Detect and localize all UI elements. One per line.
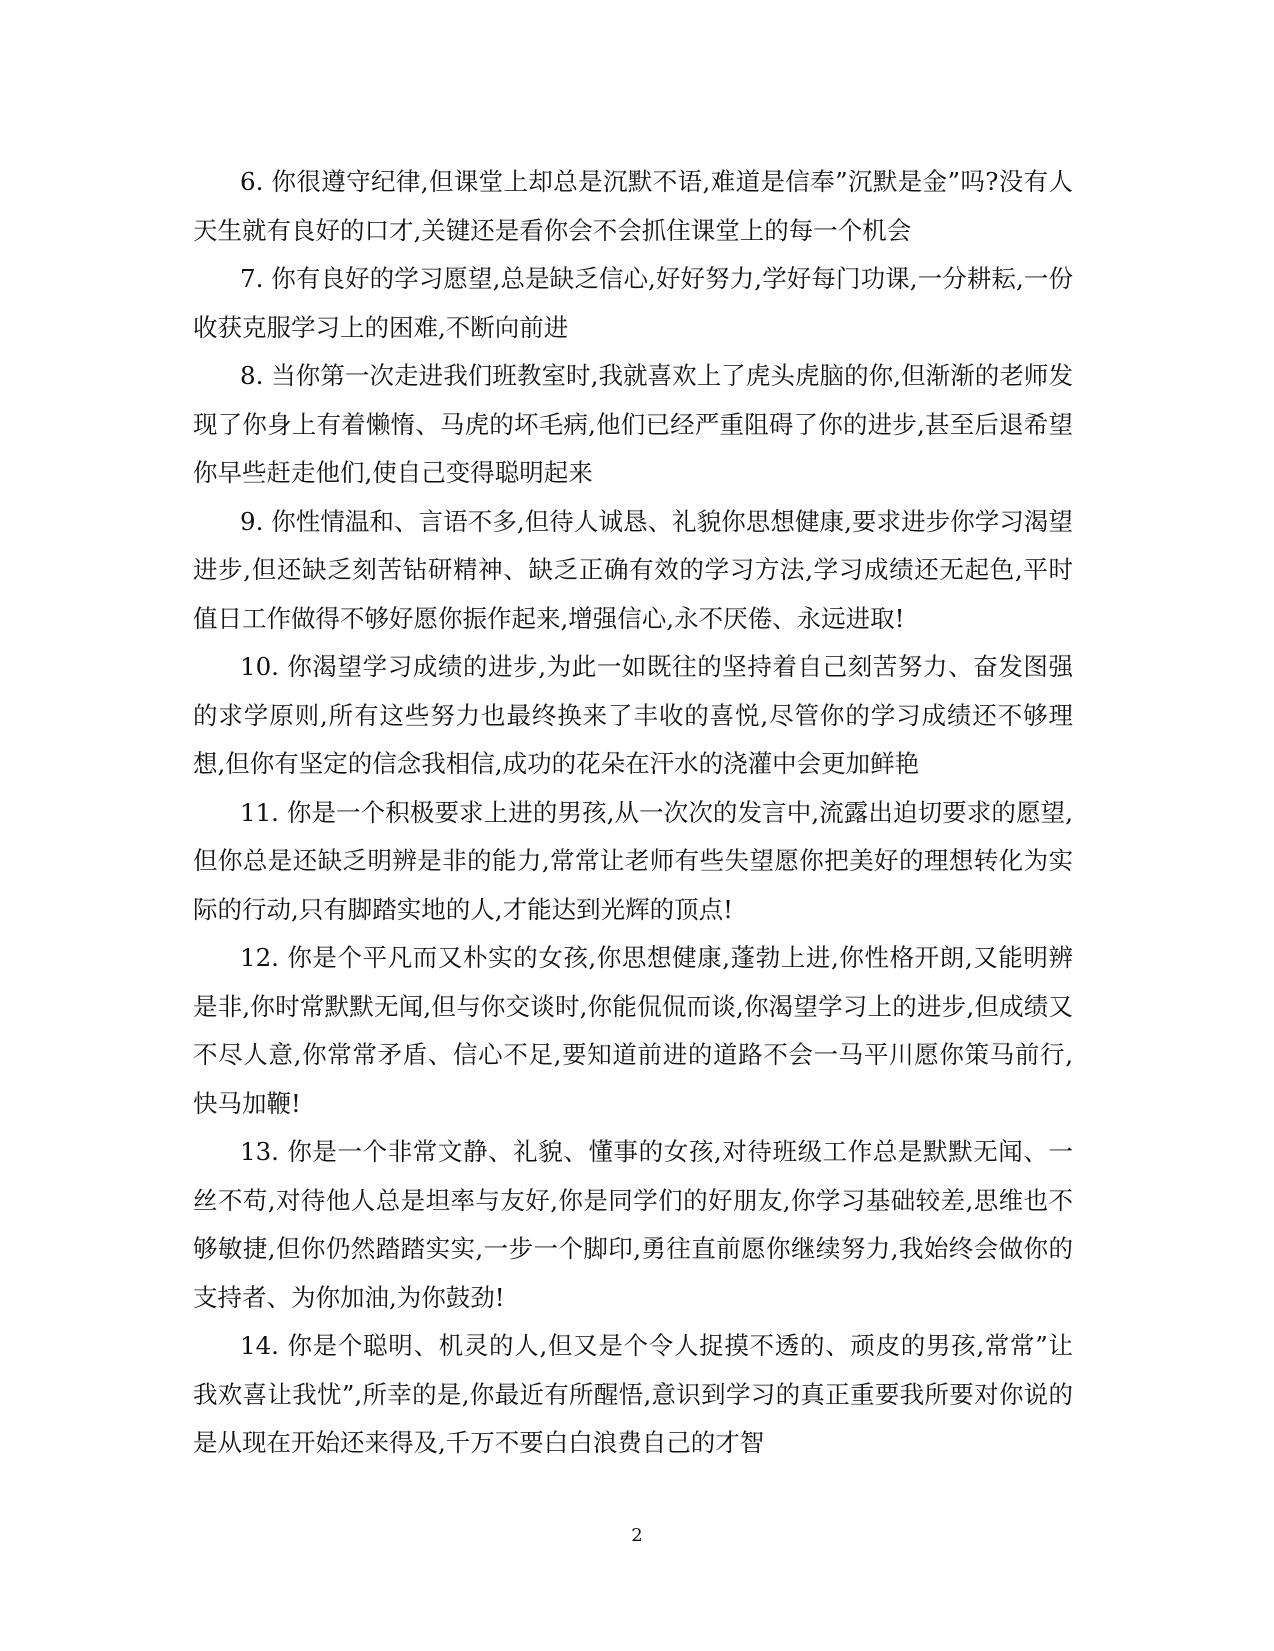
body-text <box>193 158 1073 1468</box>
paragraph-10: 10. 你渴望学习成绩的进步,为此一如既往的坚持着自己刻苦努力、奋发图强的求学原则,所有这些努力也最终换来了丰收的喜悦,尽管你的学习成绩还不够理想,但你有坚定的信念我相信,成功的花朵在汗水的浇灌中会更加鲜艳 <box>193 652 1073 778</box>
page-number: 2 <box>631 1525 643 1546</box>
paragraph-13: 13. 你是一个非常文静、礼貌、懂事的女孩,对待班级工作总是默默无闻、一丝不苟,对待他人总是坦率与友好,你是同学们的好朋友,你学习基础较差,思维也不够敏捷,但你仍然踏踏实实,一步一个脚印,勇往直前愿你继续努力,我始终会做你的支持者、为你加油,为你鼓劲! <box>193 1137 1073 1312</box>
paragraph-6: 6. 你很遵守纪律,但课堂上却总是沉默不语,难道是信奉”沉默是金”吗?没有人天生就有良好的口才,关键还是看你会不会抓住课堂上的每一个机会 <box>193 167 1073 245</box>
paragraph-14: 14. 你是个聪明、机灵的人,但又是个令人捉摸不透的、顽皮的男孩,常常”让我欢喜让我忧”,所幸的是,你最近有所醒悟,意识到学习的真正重要我所要对你说的是从现在开始还来得及,千万不要白白浪费自己的才智 <box>193 1331 1073 1457</box>
paragraph-9: 9. 你性情温和、言语不多,但待人诚恳、礼貌你思想健康,要求进步你学习渴望进步,但还缺乏刻苦钻研精神、缺乏正确有效的学习方法,学习成绩还无起色,平时值日工作做得不够好愿你振作起来,增强信心,永不厌倦、永远进取! <box>193 506 1073 633</box>
paragraph-12: 12. 你是个平凡而又朴实的女孩,你思想健康,蓬勃上进,你性格开朗,又能明辨是非,你时常默默无闻,但与你交谈时,你能侃侃而谈,你渴望学习上的进步,但成绩又不尽人意,你常常矛盾、信心不足,要知道前进的道路不会一马平川愿你策马前行,快马加鞭! <box>193 943 1073 1118</box>
paragraph-11: 11. 你是一个积极要求上进的男孩,从一次次的发言中,流露出迫切要求的愿望,但你总是还缺乏明辨是非的能力,常常让老师有些失望愿你把美好的理想转化为实际的行动,只有脚踏实地的人,才能达到光辉的顶点! <box>193 797 1073 924</box>
paragraph-8: 8. 当你第一次走进我们班教室时,我就喜欢上了虎头虎脑的你,但渐渐的老师发现了你身上有着懒惰、马虎的坏毛病,他们已经严重阻碍了你的进步,甚至后退希望你早些赶走他们,使自己变得聪明起来 <box>193 361 1073 487</box>
paragraph-7: 7. 你有良好的学习愿望,总是缺乏信心,好好努力,学好每门功课,一分耕耘,一份收获克服学习上的困难,不断向前进 <box>193 264 1073 342</box>
